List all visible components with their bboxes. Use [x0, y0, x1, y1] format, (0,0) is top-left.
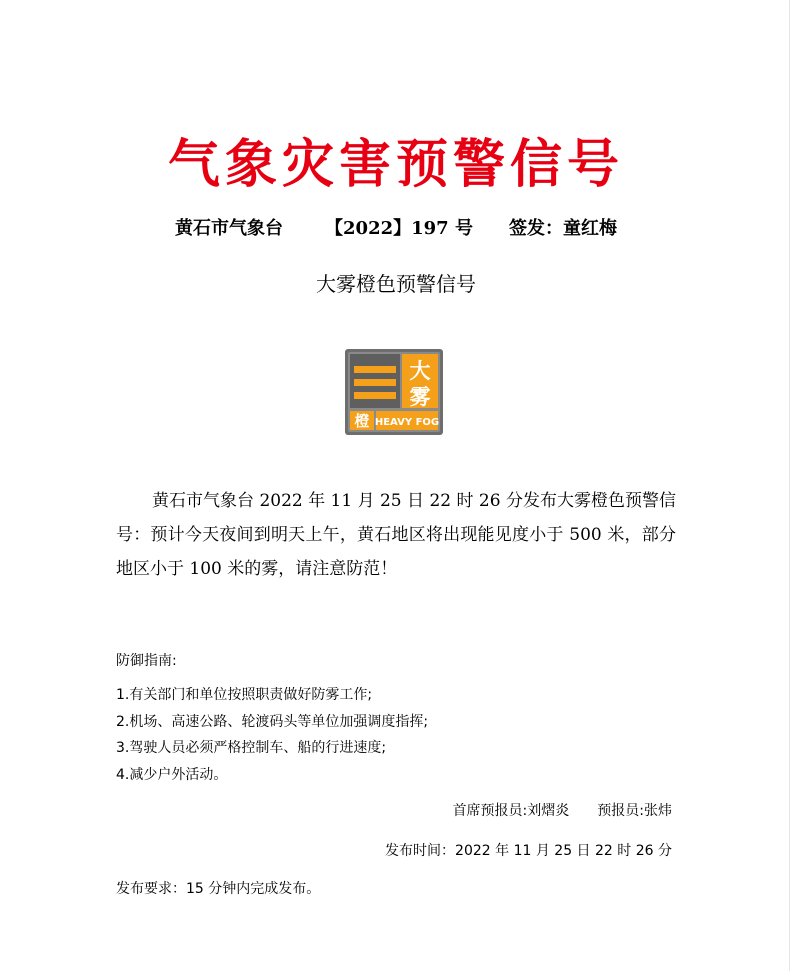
forecasters-line: [453, 800, 672, 820]
defense-guide-list: [116, 684, 428, 790]
issuer-name: 黄石市气象台: [175, 218, 284, 239]
icon-level-char: 橙: [354, 412, 370, 430]
icon-char-2: 雾: [409, 385, 431, 409]
icon-english-label: HEAVY FOG: [374, 417, 440, 428]
warning-body: 黄石市气象台 2022 年 11 月 25 日 22 时 26 分发布大雾橙色预警信号：预计今天夜间到明天上午，黄石地区将出现能见度小于 500 米，部分地区小于 100 米的雾，请注意防范！: [116, 491, 676, 579]
forecaster: 预报员:张炜: [597, 803, 672, 819]
document-title: 气象灾害预警信号: [167, 134, 624, 195]
list-item: 1.有关部门和单位按照职责做好防雾工作;: [116, 687, 373, 703]
list-item: 3.驾驶人员必须严格控制车、船的行进速度;: [116, 740, 387, 756]
issuer-line: [0, 214, 792, 240]
document-number: 【2022】197 号: [325, 218, 473, 239]
publish-time: 发布时间：2022 年 11 月 25 日 22 时 26 分: [385, 843, 672, 859]
heavy-fog-orange-icon: [344, 348, 444, 436]
publish-requirement: 发布要求：15 分钟内完成发布。: [116, 881, 321, 897]
list-item: 4.减少户外活动。: [116, 766, 228, 783]
chief-forecaster: 首席预报员:刘熠炎: [452, 803, 570, 819]
signal-name: 大雾橙色预警信号: [316, 272, 476, 296]
signer: 签发：童红梅: [508, 218, 617, 239]
icon-char-1: 大: [409, 359, 431, 383]
defense-guide-title: 防御指南:: [116, 653, 177, 669]
list-item: 2.机场、高速公路、轮渡码头等单位加强调度指挥;: [116, 713, 429, 730]
